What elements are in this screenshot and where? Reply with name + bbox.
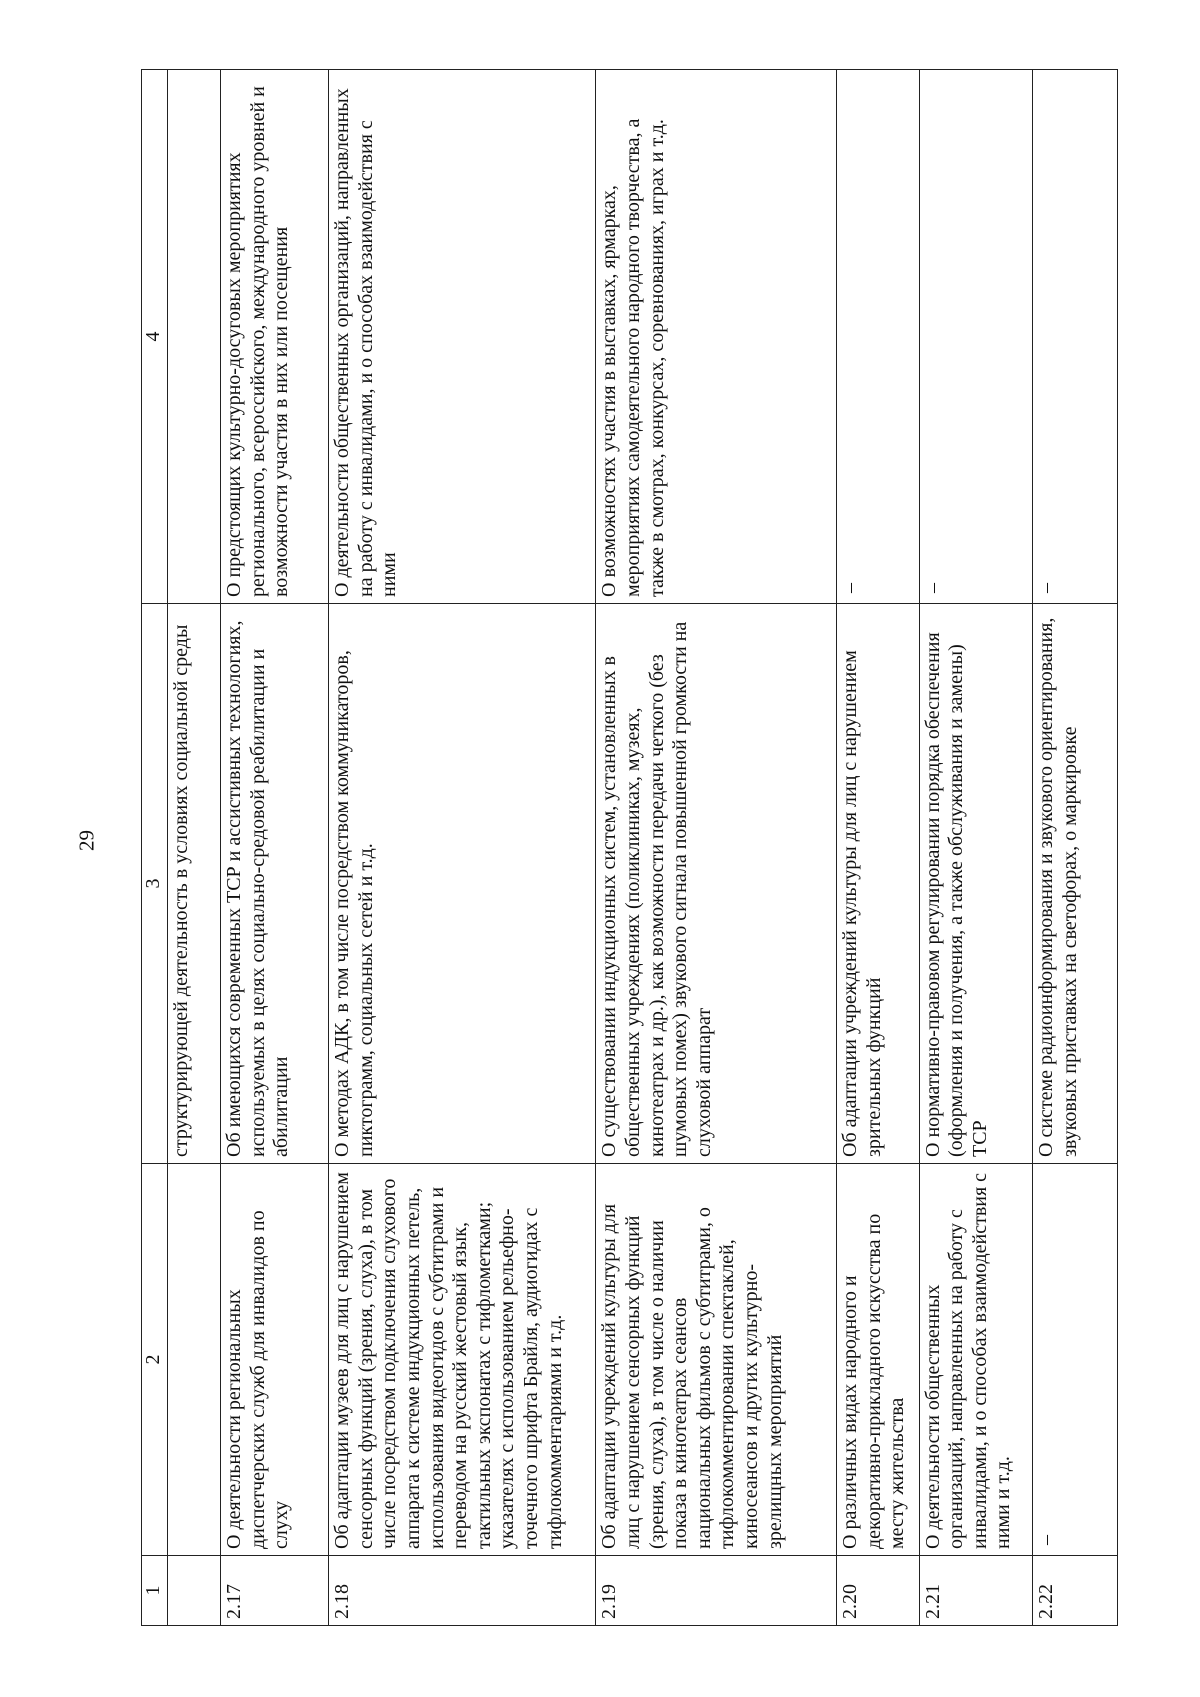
cell-col2: Об адаптации музеев для лиц с нарушением сенсорных функций (зрения, слуха), в том числе посредством подключения слухового аппарата к системе индукционных петель, использования видеогидов с субтитрами и переводом на русский жестовый язык, тактильных экспонатах с тифлометками; указателях с использованием рельефно-точечного шрифта Брайля, аудиогидах с тифлокомментариями и т.д. [329,1164,596,1556]
cell-col3: О системе радиоинформирования и звукового ориентирования, звуковых приставках на светофорах, о маркировке [1033,604,1118,1164]
header-cell-1: 1 [142,1556,168,1626]
page-number: 29 [74,830,99,851]
table-row-2-20 [837,70,920,1626]
header-cell-3: 3 [142,604,168,1164]
row-number [168,1556,221,1626]
row-number: 2.20 [837,1556,920,1626]
cell-col2: О различных видах народного и декоративно-прикладного искусства по месту жительства [837,1164,920,1556]
table-header-row [142,70,168,1626]
cell-col3: О методах АДК, в том числе посредством коммуникаторов, пиктограмм, социальных сетей и т.д. [329,604,596,1164]
table-row-2-18 [329,70,596,1626]
rotated-table-wrapper [141,70,1118,1626]
cell-col4: – [837,70,920,604]
header-cell-2: 2 [142,1164,168,1556]
cell-col3: О существовании индукционных систем, установленных в общественных учреждениях (поликлиниках, музеях, кинотеатрах и др.), как возможности передачи четкого (без шумовых помех) звукового сигнала повышенной громкости на слуховой аппарат [596,604,837,1164]
row-number: 2.22 [1033,1556,1118,1626]
row-number: 2.21 [919,1556,1032,1626]
cell-col2: О деятельности общественных организаций, направленных на работу с инвалидами, и о способах взаимодействия с ними и т.д. [919,1164,1032,1556]
table-row-continuation [168,70,221,1626]
cell-col3: Об имеющихся современных ТСР и ассистивных технологиях, используемых в целях социально-средовой реабилитации и абилитации [221,604,329,1164]
cell-col3: О нормативно-правовом регулировании порядка обеспечения (оформления и получения, а также обслуживания и замены) ТСР [919,604,1032,1164]
cell-col3: Об адаптации учреждений культуры для лиц с нарушением зрительных функций [837,604,920,1164]
table-row-2-21 [919,70,1032,1626]
table-row-2-17 [221,70,329,1626]
cell-col2 [168,1164,221,1556]
header-cell-4: 4 [142,70,168,604]
row-number: 2.18 [329,1556,596,1626]
cell-col2: – [1033,1164,1118,1556]
row-number: 2.19 [596,1556,837,1626]
cell-col4: – [919,70,1032,604]
cell-col4: – [1033,70,1118,604]
information-table [141,69,1118,1626]
cell-col2: О деятельности региональных диспетчерских служб для инвалидов по слуху [221,1164,329,1556]
table-row-2-19 [596,70,837,1626]
cell-col4: О возможностях участия в выставках, ярмарках, мероприятиях самодеятельного народного творчества, а также в смотрах, конкурсах, соревнованиях, играх и т.д. [596,70,837,604]
cell-col4: О предстоящих культурно-досуговых мероприятиях регионального, всероссийского, международного уровней и возможности участия в них или посещения [221,70,329,604]
cell-col3: структурирующей деятельность в условиях социальной среды [168,604,221,1164]
row-number: 2.17 [221,1556,329,1626]
cell-col2: Об адаптации учреждений культуры для лиц с нарушением сенсорных функций (зрения, слуха), в том числе о наличии показа в кинотеатрах сеансов национальных фильмов с субтитрами, о тифлокомментировании спектаклей, киносеансов и других культурно-зрелищных мероприятий [596,1164,837,1556]
cell-col4: О деятельности общественных организаций, направленных на работу с инвалидами, и о способах взаимодействия с ними [329,70,596,604]
table-row-2-22 [1033,70,1118,1626]
cell-col4 [168,70,221,604]
